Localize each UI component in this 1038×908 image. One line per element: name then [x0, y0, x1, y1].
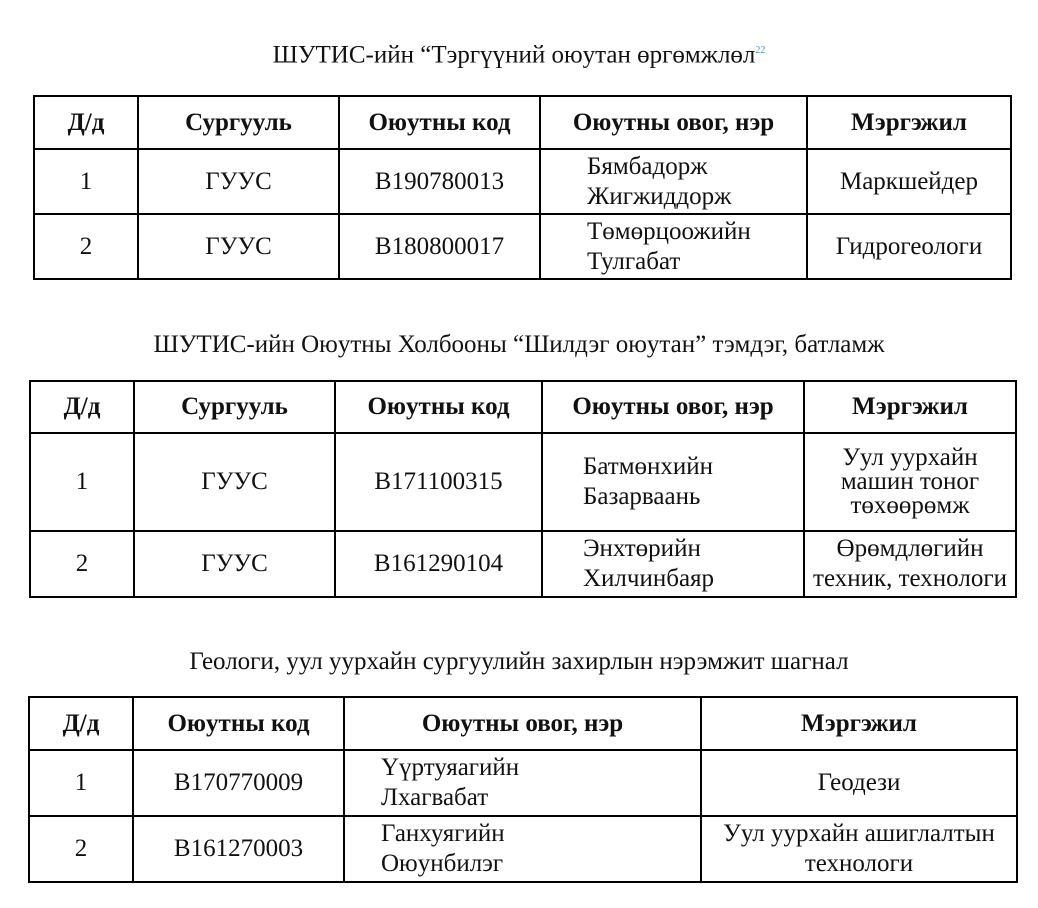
- header-specialty: Мэргэжил: [804, 381, 1016, 433]
- table-row: [30, 531, 1016, 597]
- row-school: ГУУС: [138, 149, 339, 214]
- header-name: Оюутны овог, нэр: [542, 381, 804, 433]
- footnote-mark: 22: [755, 45, 766, 56]
- row-school: ГУУС: [134, 433, 335, 531]
- header-code: Оюутны код: [335, 381, 542, 433]
- row-student-name: Ганхуягийн Оюунбилэг: [344, 816, 701, 882]
- row-student-name: Үүртуяагийн Лхагвабат: [344, 750, 701, 816]
- header-num: Д/д: [29, 697, 133, 750]
- header-specialty: Мэргэжил: [701, 697, 1017, 750]
- row-student-name: Төмөрцоожийн Тулгабат: [540, 214, 807, 279]
- table-row: [34, 149, 1011, 214]
- row-specialty: Уул уурхайн машин тоног төхөөрөмж: [804, 433, 1016, 531]
- row-num: 1: [29, 750, 133, 816]
- row-specialty: Гидрогеологи: [807, 214, 1011, 279]
- header-school: Сургууль: [134, 381, 335, 433]
- header-num: Д/д: [30, 381, 134, 433]
- row-code: B190780013: [339, 149, 540, 214]
- header-num: Д/д: [34, 96, 138, 149]
- table-header-row: [29, 697, 1017, 750]
- header-name: Оюутны овог, нэр: [540, 96, 807, 149]
- table-row: [29, 816, 1017, 882]
- row-code: B161270003: [133, 816, 344, 882]
- row-code: B161290104: [335, 531, 542, 597]
- header-name: Оюутны овог, нэр: [344, 697, 701, 750]
- row-num: 2: [30, 531, 134, 597]
- row-specialty: Маркшейдер: [807, 149, 1011, 214]
- row-student-name: Бямбадорж Жигжиддорж: [540, 149, 807, 214]
- header-school: Сургууль: [138, 96, 339, 149]
- row-code: B180800017: [339, 214, 540, 279]
- table-row: [30, 433, 1016, 531]
- row-specialty: Геодези: [701, 750, 1017, 816]
- row-num: 2: [29, 816, 133, 882]
- row-specialty: Уул уурхайн ашиглалтын технологи: [701, 816, 1017, 882]
- header-code: Оюутны код: [339, 96, 540, 149]
- section-1-title: ШУТИС-ийн “Тэргүүний оюутан өргөмжлөл$^{22}$: [272, 41, 766, 69]
- header-specialty: Мэргэжил: [807, 96, 1011, 149]
- table-header-row: [30, 381, 1016, 433]
- table-row: [34, 214, 1011, 279]
- row-specialty: Өрөмдлөгийн техник, технологи: [804, 531, 1016, 597]
- row-student-name: Энхтөрийн Хилчинбаяр: [542, 531, 804, 597]
- row-school: ГУУС: [134, 531, 335, 597]
- section-2-title: ШУТИС-ийн Оюутны Холбооны “Шилдэг оюутан” тэмдэг, батламж: [153, 331, 885, 358]
- row-code: B170770009: [133, 750, 344, 816]
- table-header-row: [34, 96, 1011, 149]
- row-num: 1: [34, 149, 138, 214]
- section-3-title: Геологи, уул уурхайн сургуулийн захирлын нэрэмжит шагнал: [189, 648, 849, 675]
- row-num: 1: [30, 433, 134, 531]
- row-school: ГУУС: [138, 214, 339, 279]
- award-table-1: [33, 95, 1012, 280]
- award-table-3: [28, 696, 1018, 883]
- row-code: B171100315: [335, 433, 542, 531]
- header-code: Оюутны код: [133, 697, 344, 750]
- row-num: 2: [34, 214, 138, 279]
- row-student-name: Батмөнхийн Базарваань: [542, 433, 804, 531]
- award-table-2: [29, 380, 1017, 598]
- table-row: [29, 750, 1017, 816]
